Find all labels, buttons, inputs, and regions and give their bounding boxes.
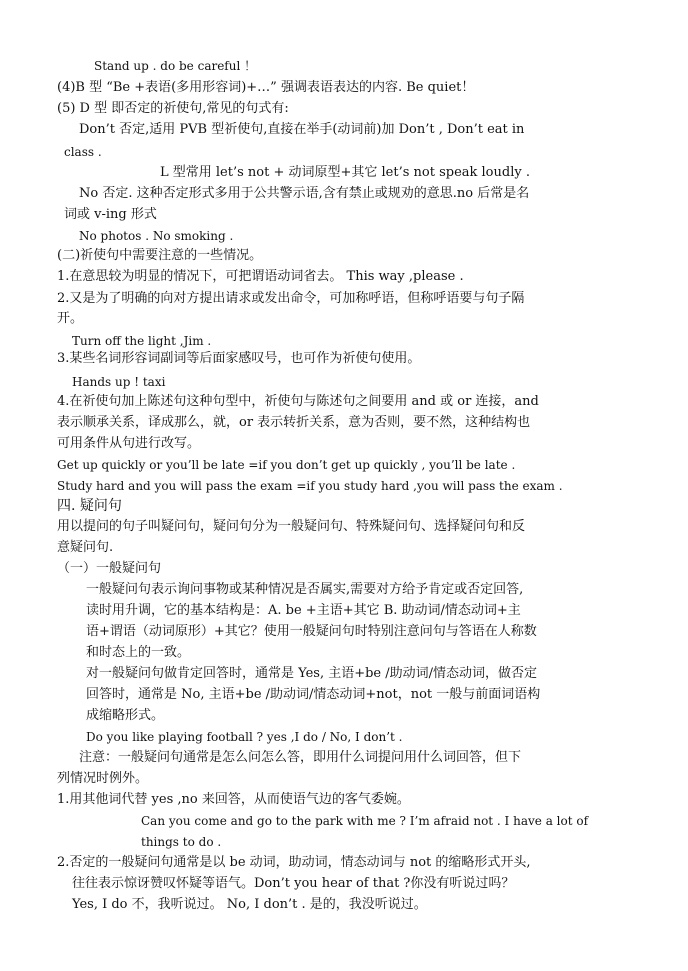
text-line: 可用条件从句进行改写。	[57, 436, 201, 451]
text-line: 往往表示惊讶赞叹怀疑等语气。Don’t you hear of that ?你没有听说过吗？	[72, 876, 515, 891]
text-line: (4)B 型 “Be +表语(多用形容词)+…” 强调表语表达的内容. Be quiet！	[57, 80, 475, 95]
example-line: Study hard and you will pass the exam =if you study hard ,you will pass the exam .	[57, 479, 563, 493]
text-line: 开。	[57, 311, 84, 326]
text-line: 1.用其他词代替 yes ,no 来回答，从而使语气边的客气委婉。	[57, 792, 410, 807]
example-line: Can you come and go to the park with me ? I’m afraid not . I have a lot of	[141, 814, 589, 828]
example-line: things to do .	[141, 835, 222, 849]
text-line: 和时态上的一致。	[86, 645, 191, 660]
text-line: L 型常用 let’s not + 动词原型+其它 let’s not speak loudly .	[160, 165, 530, 180]
text-line: 成缩略形式。	[86, 708, 165, 723]
text-line: 表示顺承关系，译成那么，就，or 表示转折关系，意为否则，要不然，这种结构也	[57, 415, 531, 430]
text-line: 列情况时例外。	[57, 771, 149, 786]
text-line: 4.在祈使句加上陈述句这种句型中，祈使句与陈述句之间要用 and 或 or 连接，and	[57, 394, 539, 409]
subsection-heading: （一）一般疑问句	[57, 561, 162, 576]
text-line: 词或 v-ing 形式	[64, 207, 157, 222]
example-line: Hands up ! taxi	[72, 375, 166, 389]
text-line: 1.在意思较为明显的情况下，可把谓语动词省去。 This way ,please .	[57, 269, 464, 284]
text-line: No photos . No smoking .	[79, 229, 234, 243]
text-line: 3.某些名词形容词副词等后面家感叹号，也可作为祈使句使用。	[57, 351, 421, 366]
text-line: Don’t 否定,适用 PVB 型祈使句,直接在举手(动词前)加 Don’t , Don’t eat in	[79, 122, 525, 137]
text-line: 一般疑问句表示询问事物或某种情况是否属实,需要对方给予肯定或否定回答,	[86, 582, 524, 597]
text-line: 回答时，通常是 No, 主语+be /助动词/情态动词+not，not 一般与前面词语构	[86, 687, 541, 702]
example-line: Do you like playing football ? yes ,I do / No, I don’t .	[86, 730, 403, 744]
text-line: 注意：一般疑问句通常是怎么问怎么答，即用什么词提问用什么词回答，但下	[79, 750, 522, 765]
text-line: 2.又是为了明确的向对方提出请求或发出命令，可加称呼语，但称呼语要与句子隔	[57, 291, 525, 306]
section-heading: (二)祈使句中需要注意的一些情况。	[57, 248, 263, 263]
example-line: Get up quickly or you’ll be late =if you don’t get up quickly , you’ll be late .	[57, 458, 516, 472]
text-line: Stand up . do be careful ！	[94, 59, 257, 73]
section-heading: 四. 疑问句	[57, 498, 122, 514]
text-line: 读时用升调，它的基本结构是：A. be +主语+其它 B. 助动词/情态动词+主	[86, 603, 521, 618]
text-line: 语+谓语（动词原形）+其它？使用一般疑问句时特别注意问句与答语在人称数	[86, 624, 537, 639]
example-line: Turn off the light ,Jim .	[72, 334, 212, 348]
text-line: No 否定. 这种否定形式多用于公共警示语,含有禁止或规劝的意思.no 后常是名	[79, 186, 530, 201]
text-line: (5) D 型 即否定的祈使句,常见的句式有:	[57, 101, 289, 116]
text-line: 意疑问句.	[57, 540, 114, 555]
example-line: Yes, I do 不，我听说过。 No, I don’t . 是的，我没听说过。	[72, 897, 427, 912]
text-line: 用以提问的句子叫疑问句，疑问句分为一般疑问句、特殊疑问句、选择疑问句和反	[57, 519, 526, 534]
text-line: 对一般疑问句做肯定回答时，通常是 Yes, 主语+be /助动词/情态动词，做否定	[86, 666, 538, 681]
text-line: class .	[64, 145, 102, 159]
text-line: 2.否定的一般疑问句通常是以 be 动词，助动词，情态动词与 not 的缩略形式开头,	[57, 855, 531, 870]
